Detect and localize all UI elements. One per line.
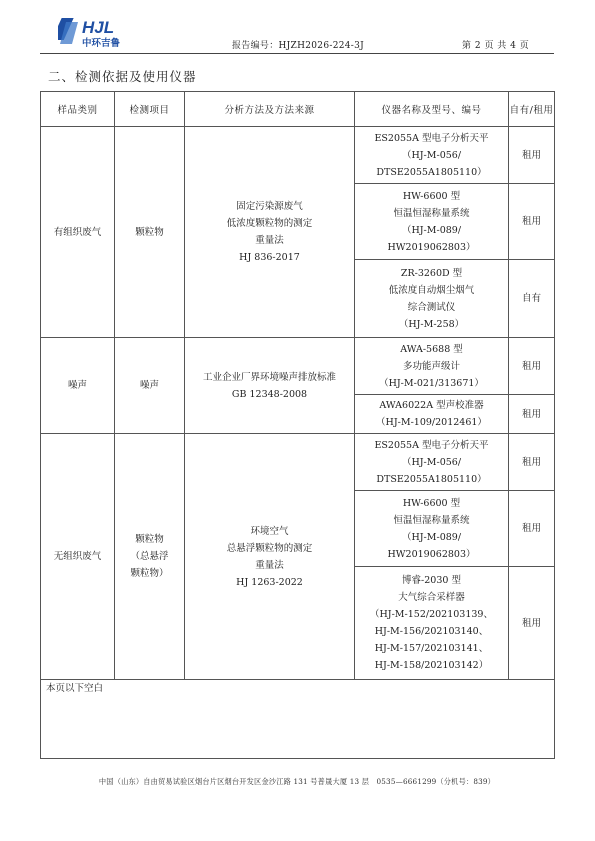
logo-top-text: HJL [82, 18, 115, 37]
footer-address: 中国（山东）自由贸易试验区烟台片区烟台开发区金沙江路 131 号普晟大厦 13 层 0535—6661299（分机号：839） [98, 777, 496, 786]
instrument-cell: HW-6600 型 恒温恒湿称量系统 （HJ-M-089/ HW2019062803） [355, 184, 509, 260]
method-cell: 固定污染源废气 低浓度颗粒物的测定 重量法 HJ 836-2017 [185, 127, 355, 338]
instrument-cell: AWA-5688 型 多功能声级计 （HJ-M-021/313671） [355, 338, 509, 395]
ownership-cell: 租用 [509, 434, 555, 491]
section-title: 二、检测依据及使用仪器 [48, 69, 197, 84]
report-number: 报告编号：HJZH2026-224-3J [232, 41, 365, 51]
page-info: 第 2 页 共 4 页 [462, 41, 530, 51]
instrument-cell: ES2055A 型电子分析天平 （HJ-M-056/ DTSE2055A1805110） [355, 127, 509, 184]
instrument-cell: HW-6600 型 恒温恒湿称量系统 （HJ-M-089/ HW2019062803） [355, 491, 509, 567]
sample-category-cell: 有组织废气 [41, 127, 115, 338]
instrument-cell: AWA6022A 型声校准器 （HJ-M-109/2012461） [355, 395, 509, 434]
instrument-cell: ZR-3260D 型 低浓度自动烟尘烟气 综合测试仪 （HJ-M-258） [355, 260, 509, 338]
instrument-table [40, 91, 555, 759]
ownership-cell: 租用 [509, 567, 555, 680]
blank-note-cell [41, 680, 555, 759]
blank-note-row [41, 680, 555, 759]
header-ownership: 自有/租用 [509, 92, 555, 127]
instrument-cell: ES2055A 型电子分析天平 （HJ-M-056/ DTSE2055A1805110） [355, 434, 509, 491]
header-instrument: 仪器名称及型号、编号 [355, 92, 509, 127]
table-header-row [41, 92, 555, 127]
sample-category-cell: 无组织废气 [41, 434, 115, 680]
header-test-item: 检测项目 [115, 92, 185, 127]
logo-company-name: 中环吉鲁 [82, 38, 121, 49]
test-item-cell: 颗粒物 （总悬浮 颗粒物） [115, 434, 185, 680]
ownership-cell: 租用 [509, 491, 555, 567]
header-sample-category: 样品类别 [41, 92, 115, 127]
instrument-cell: 博睿-2030 型 大气综合采样器 （HJ-M-152/202103139、 HJ-M-156/202103140、 HJ-M-157/202103141、 HJ-M-158/202103142） [355, 567, 509, 680]
table-row [41, 127, 555, 184]
header-method: 分析方法及方法来源 [185, 92, 355, 127]
test-item-cell: 颗粒物 [115, 127, 185, 338]
method-cell: 环境空气 总悬浮颗粒物的测定 重量法 HJ 1263-2022 [185, 434, 355, 680]
sample-category-cell: 噪声 [41, 338, 115, 434]
test-item-cell: 噪声 [115, 338, 185, 434]
header-divider [40, 53, 554, 54]
ownership-cell: 租用 [509, 127, 555, 184]
ownership-cell: 租用 [509, 184, 555, 260]
ownership-cell: 租用 [509, 395, 555, 434]
company-logo [58, 16, 138, 50]
method-cell: 工业企业厂界环境噪声排放标准 GB 12348-2008 [185, 338, 355, 434]
ownership-cell: 租用 [509, 338, 555, 395]
table-row [41, 338, 555, 395]
table-row [41, 434, 555, 491]
blank-note-text: 本页以下空白 [46, 683, 104, 694]
logo-graphic [58, 16, 138, 50]
ownership-cell: 自有 [509, 260, 555, 338]
